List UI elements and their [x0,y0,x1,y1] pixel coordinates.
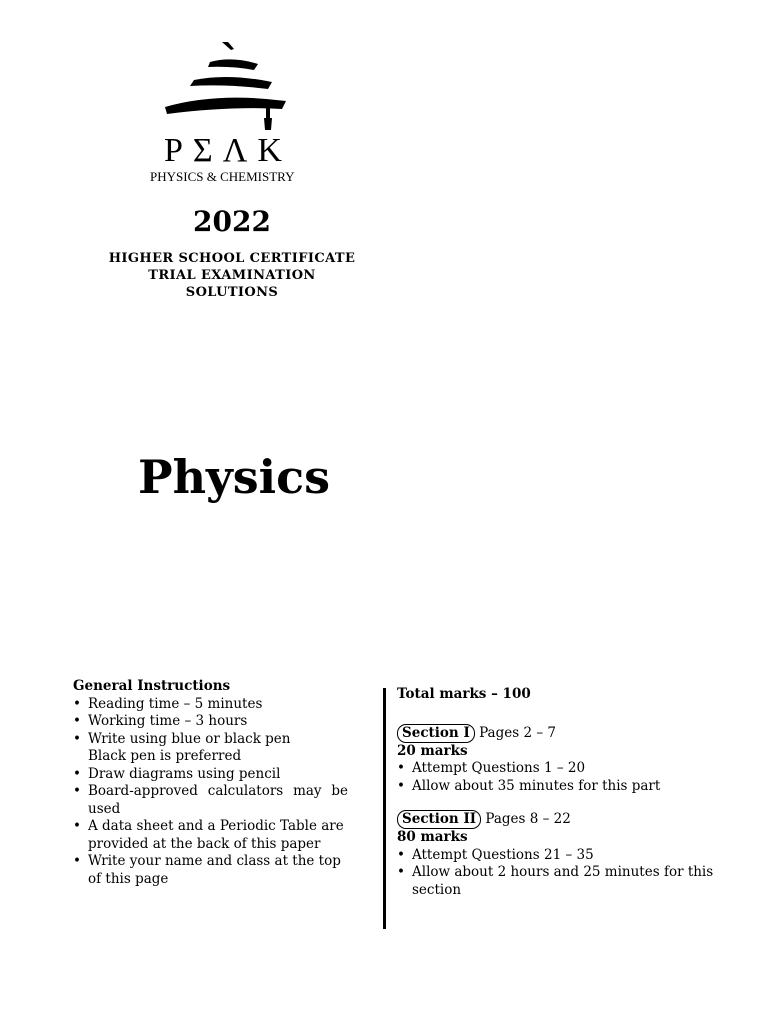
exam-title-line: TRIAL EXAMINATION [148,268,316,283]
exam-title-line: SOLUTIONS [185,285,279,300]
instructions-list [73,696,348,889]
section-1-pages: Pages 2 – 7 [479,724,556,741]
section-1-badge: Section I [397,724,475,743]
subject-title: Physics [138,450,331,504]
mortarboard-icon [162,40,292,135]
section-2-badge: Section II [397,810,481,829]
list-item: • Draw diagrams using pencil [73,766,348,784]
section-2-pages: Pages 8 – 22 [485,811,571,827]
pen-note: Black pen is preferred [88,748,242,764]
section-1-marks: 20 marks [397,742,468,759]
list-item: • A data sheet and a Periodic Table are provided at the back of this paper [73,818,348,853]
list-item: • Attempt Questions 1 – 20 [397,760,717,778]
section-2-marks: 80 marks [397,829,468,845]
peak-logo [150,40,315,184]
column-divider [383,688,386,929]
total-marks: Total marks – 100 [397,686,531,702]
list-item: • Board-approved calculators may be used [73,783,348,818]
list-item: • Reading time – 5 minutes [73,696,348,714]
exam-title-line: HIGHER SCHOOL CERTIFICATE [108,251,356,266]
section-1-header [397,724,717,743]
general-instructions [73,678,348,888]
list-item: • Write using blue or black pen Black pen is preferred [73,731,348,766]
instructions-heading: General Instructions [73,678,231,694]
list-item: • Write your name and class at the top of this page [73,853,348,888]
list-item: • Working time – 3 hours [73,713,348,731]
exam-title [80,250,384,301]
logo-letters: PΣΛK [164,132,292,169]
section-2-list [397,847,717,900]
marks-summary [397,686,717,899]
list-item: • Allow about 35 minutes for this part [397,778,717,796]
list-item: • Allow about 2 hours and 25 minutes for this section [397,864,717,899]
section-2-header [397,810,717,829]
exam-year: 2022 [193,205,271,238]
section-1-list [397,760,717,795]
list-item: • Attempt Questions 21 – 35 [397,847,717,865]
logo-subtitle: PHYSICS & CHEMISTRY [150,169,295,184]
